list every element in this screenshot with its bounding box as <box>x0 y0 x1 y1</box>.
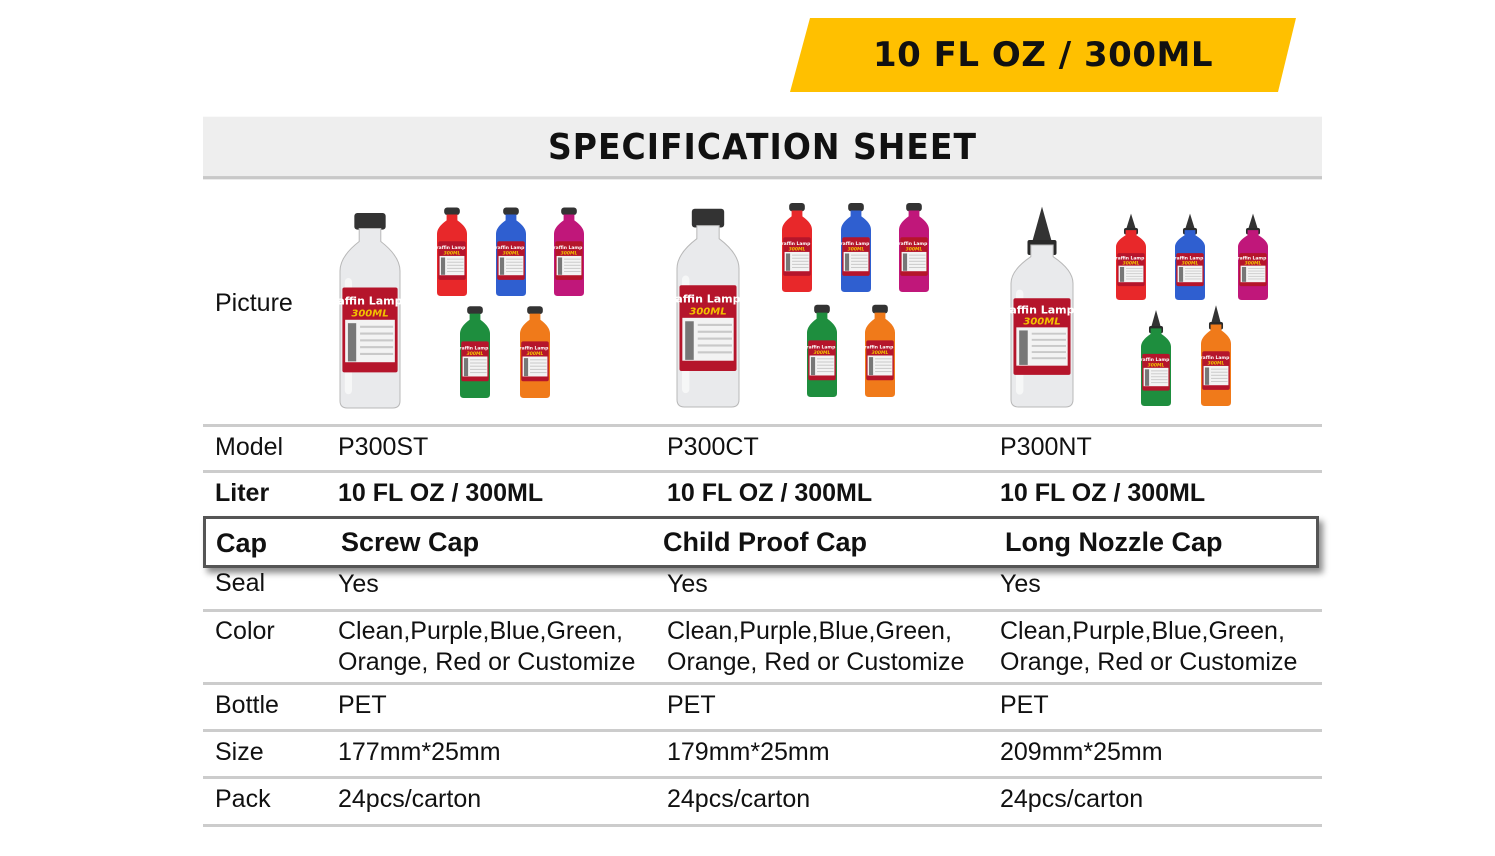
bottle-row <box>203 685 1322 732</box>
color-line: Orange, Red or Customize <box>338 648 636 676</box>
color-line: Clean,Purple,Blue,Green, <box>1000 617 1285 645</box>
seal-value: Yes <box>338 570 379 598</box>
svg-text:300ML: 300ML <box>502 251 520 257</box>
picture-row <box>203 180 1322 427</box>
liter-value: 10 FL OZ / 300ML <box>1000 479 1206 507</box>
seal-label: Seal <box>215 569 266 597</box>
cap-value: Long Nozzle Cap <box>1005 527 1223 557</box>
svg-text:Paraffin Lamp Oil: Paraffin Lamp Oil <box>834 242 878 248</box>
svg-text:Paraffin Lamp Oil: Paraffin Lamp Oil <box>430 246 474 252</box>
colored-bottle <box>489 207 533 296</box>
product-image-long-nozzle-cap <box>988 180 1303 420</box>
colored-bottle <box>1134 310 1178 406</box>
colored-bottle <box>834 203 878 292</box>
volume-banner <box>790 18 1296 92</box>
colored-bottle <box>800 305 844 397</box>
svg-text:Paraffin Lamp Oil: Paraffin Lamp Oil <box>1134 358 1178 364</box>
svg-text:300ML: 300ML <box>560 251 578 257</box>
color-label: Color <box>215 617 275 645</box>
specification-sheet <box>203 119 1322 813</box>
svg-text:300ML: 300ML <box>871 350 889 356</box>
clear-bottle <box>317 213 423 408</box>
svg-text:Paraffin Lamp Oil: Paraffin Lamp Oil <box>988 303 1096 317</box>
svg-text:Paraffin Lamp Oil: Paraffin Lamp Oil <box>800 345 844 351</box>
svg-text:Paraffin Lamp Oil: Paraffin Lamp Oil <box>1168 256 1212 262</box>
size-label: Size <box>215 738 264 766</box>
pack-value: 24pcs/carton <box>1000 785 1144 813</box>
sheet-title: SPECIFICATION SHEET <box>203 117 1322 180</box>
svg-text:300ML: 300ML <box>813 350 831 356</box>
svg-text:Paraffin Lamp Oil: Paraffin Lamp Oil <box>1231 256 1275 262</box>
cap-value: Screw Cap <box>341 527 480 557</box>
svg-text:300ML: 300ML <box>1244 261 1262 267</box>
pack-value: 24pcs/carton <box>667 785 811 813</box>
colored-bottle <box>1168 214 1212 300</box>
liter-label: Liter <box>215 479 270 507</box>
seal-value: Yes <box>1000 570 1041 598</box>
color-row <box>203 612 1322 685</box>
svg-text:300ML: 300ML <box>1023 316 1061 328</box>
liter-row <box>203 473 1322 517</box>
svg-text:300ML: 300ML <box>788 247 806 253</box>
cap-label: Cap <box>216 528 268 558</box>
pack-row <box>203 779 1322 827</box>
colored-bottle <box>1194 305 1238 406</box>
color-line: Orange, Red or Customize <box>667 648 965 676</box>
liter-value: 10 FL OZ / 300ML <box>338 479 544 507</box>
clear-bottle <box>989 207 1095 407</box>
colored-bottle <box>453 306 497 398</box>
svg-text:Paraffin Lamp Oil: Paraffin Lamp Oil <box>775 242 819 248</box>
product-bottles <box>988 180 1303 420</box>
model-value: P300NT <box>1000 433 1092 461</box>
svg-text:300ML: 300ML <box>1181 261 1199 267</box>
cap-row <box>203 516 1319 568</box>
bottle-label: Bottle <box>215 691 279 719</box>
svg-text:300ML: 300ML <box>351 308 389 320</box>
svg-text:Paraffin Lamp Oil: Paraffin Lamp Oil <box>654 292 762 306</box>
color-value <box>667 616 964 678</box>
svg-text:Paraffin Lamp Oil: Paraffin Lamp Oil <box>858 345 902 351</box>
banner-text: 10 FL OZ / 300ML <box>873 35 1213 75</box>
colored-bottle <box>547 207 591 296</box>
product-image-child-proof-cap <box>654 180 939 420</box>
clear-bottle <box>655 209 761 407</box>
size-value: 177mm*25mm <box>338 738 501 766</box>
bottle-value: PET <box>1000 691 1049 719</box>
product-bottles <box>316 180 593 420</box>
color-line: Clean,Purple,Blue,Green, <box>667 617 952 645</box>
svg-text:Paraffin Lamp Oil: Paraffin Lamp Oil <box>547 246 591 252</box>
model-row <box>203 427 1322 473</box>
color-line: Orange, Red or Customize <box>1000 648 1298 676</box>
colored-bottle <box>892 203 936 292</box>
model-label: Model <box>215 433 284 461</box>
svg-text:300ML: 300ML <box>443 251 461 257</box>
size-value: 209mm*25mm <box>1000 738 1163 766</box>
colored-bottle <box>775 203 819 292</box>
svg-text:300ML: 300ML <box>1122 261 1140 267</box>
bottle-value: PET <box>338 691 387 719</box>
svg-text:Paraffin Lamp Oil: Paraffin Lamp Oil <box>1194 356 1238 362</box>
product-image-screw-cap <box>316 180 593 420</box>
svg-text:Paraffin Lamp Oil: Paraffin Lamp Oil <box>1109 256 1153 262</box>
colored-bottle <box>1231 214 1275 300</box>
size-value: 179mm*25mm <box>667 738 830 766</box>
svg-text:300ML: 300ML <box>689 306 727 318</box>
svg-text:Paraffin Lamp Oil: Paraffin Lamp Oil <box>513 346 557 352</box>
model-value: P300CT <box>667 433 759 461</box>
svg-text:Paraffin Lamp Oil: Paraffin Lamp Oil <box>892 242 936 248</box>
svg-text:300ML: 300ML <box>526 351 544 357</box>
colored-bottle <box>858 305 902 397</box>
size-row <box>203 732 1322 779</box>
svg-text:300ML: 300ML <box>905 247 923 253</box>
pack-label: Pack <box>215 785 271 813</box>
colored-bottle <box>513 306 557 398</box>
svg-text:300ML: 300ML <box>1147 363 1165 369</box>
color-value <box>1000 616 1297 678</box>
svg-text:300ML: 300ML <box>466 351 484 357</box>
product-bottles <box>654 180 939 420</box>
svg-text:300ML: 300ML <box>1207 361 1225 367</box>
svg-text:Paraffin Lamp Oil: Paraffin Lamp Oil <box>453 346 497 352</box>
cap-value: Child Proof Cap <box>663 527 867 557</box>
seal-row <box>203 568 1322 612</box>
colored-bottle <box>430 207 474 296</box>
liter-value: 10 FL OZ / 300ML <box>667 479 873 507</box>
color-value <box>338 616 635 678</box>
colored-bottle <box>1109 214 1153 300</box>
svg-text:Paraffin Lamp Oil: Paraffin Lamp Oil <box>489 246 533 252</box>
seal-value: Yes <box>667 570 708 598</box>
color-line: Clean,Purple,Blue,Green, <box>338 617 623 645</box>
bottle-value: PET <box>667 691 716 719</box>
svg-text:300ML: 300ML <box>847 247 865 253</box>
pack-value: 24pcs/carton <box>338 785 482 813</box>
svg-text:Paraffin Lamp Oil: Paraffin Lamp Oil <box>316 294 424 308</box>
model-value: P300ST <box>338 433 429 461</box>
picture-label: Picture <box>215 289 293 317</box>
